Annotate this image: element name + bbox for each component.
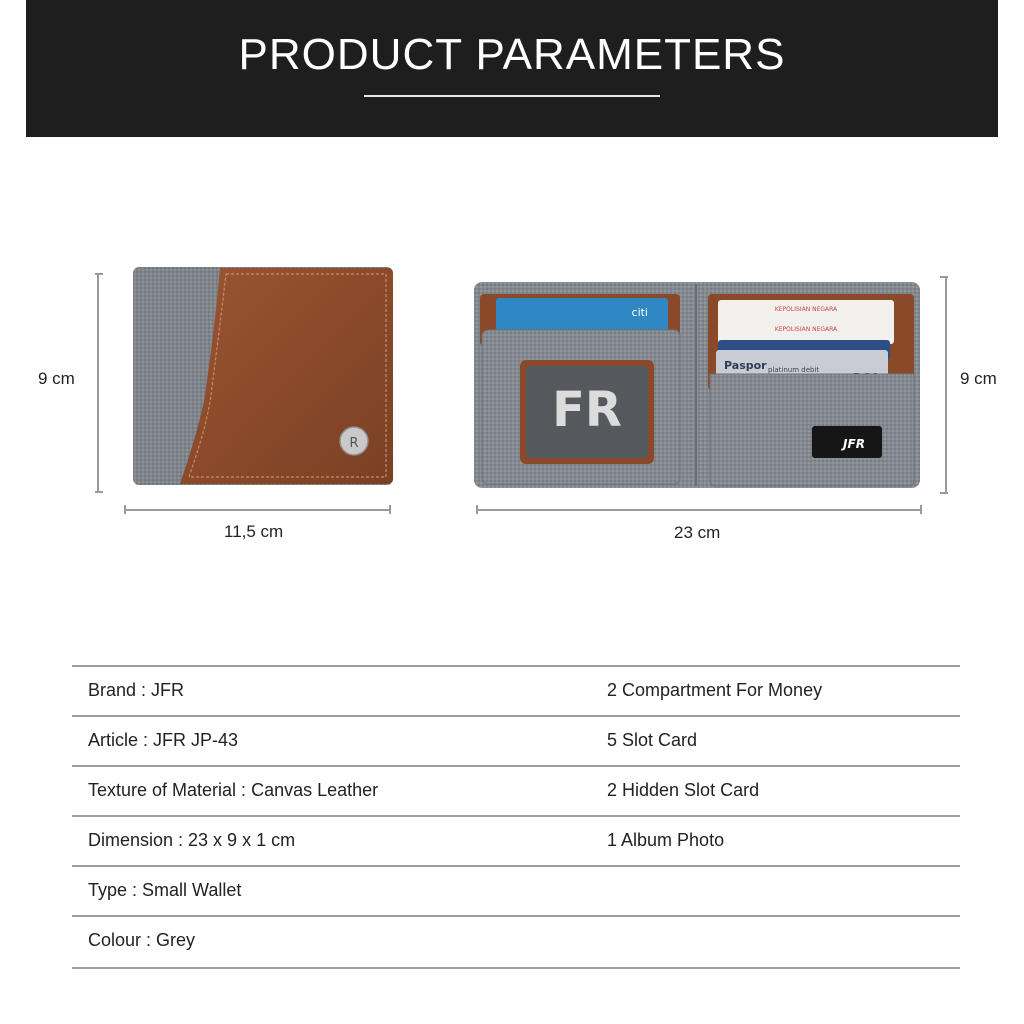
open-width-line <box>476 509 922 511</box>
table-row <box>72 915 960 969</box>
card-1-text: KEPOLISIAN NEGARA <box>774 306 838 313</box>
param-article: Article : JFR JP-43 <box>88 730 239 750</box>
open-width-label: 23 cm <box>674 523 721 542</box>
closed-height-tick-bottom <box>95 491 103 493</box>
closed-wallet-badge-text: R <box>349 436 359 451</box>
closed-width-tick-right <box>389 505 391 514</box>
closed-wallet-image <box>130 265 396 487</box>
open-width-tick-left <box>476 505 478 514</box>
card-citi-text: citi <box>631 306 648 319</box>
closed-width-label: 11,5 cm <box>224 522 284 541</box>
closed-width-tick-left <box>124 505 126 514</box>
feature-hidden-slot: 2 Hidden Slot Card <box>607 780 760 800</box>
parameters-table <box>72 665 960 969</box>
table-row <box>72 815 960 865</box>
param-colour: Colour : Grey <box>88 930 196 950</box>
card-3-sub: platinum debit <box>768 366 820 374</box>
table-row <box>72 765 960 815</box>
param-type: Type : Small Wallet <box>88 880 242 900</box>
brand-tag-text: JFR <box>843 437 865 451</box>
feature-compartment: 2 Compartment For Money <box>607 680 823 700</box>
card-2-text: KEPOLISIAN NEGARA <box>774 326 838 333</box>
table-row <box>72 665 960 715</box>
header-banner <box>26 0 998 137</box>
param-dimension: Dimension : 23 x 9 x 1 cm <box>88 830 296 850</box>
open-height-tick-bottom <box>940 492 948 494</box>
param-brand: Brand : JFR <box>88 680 185 700</box>
card-3-text: Paspor <box>724 359 767 372</box>
feature-slot-card: 5 Slot Card <box>607 730 698 750</box>
window-logo-text: FR <box>552 382 622 438</box>
table-row <box>72 715 960 765</box>
page-title: PRODUCT PARAMETERS <box>238 30 786 79</box>
open-height-tick-top <box>940 276 948 278</box>
open-height-line <box>945 276 947 494</box>
closed-width-line <box>124 509 391 511</box>
open-height-label: 9 cm <box>960 369 997 388</box>
open-wallet-image <box>472 278 922 492</box>
table-row <box>72 865 960 915</box>
closed-height-label: 9 cm <box>38 369 75 388</box>
closed-height-tick-top <box>95 273 103 275</box>
open-width-tick-right <box>920 505 922 514</box>
title-underline <box>364 95 660 97</box>
param-material: Texture of Material : Canvas Leather <box>88 780 379 800</box>
closed-height-line <box>97 273 99 493</box>
feature-album-photo: 1 Album Photo <box>607 830 725 850</box>
